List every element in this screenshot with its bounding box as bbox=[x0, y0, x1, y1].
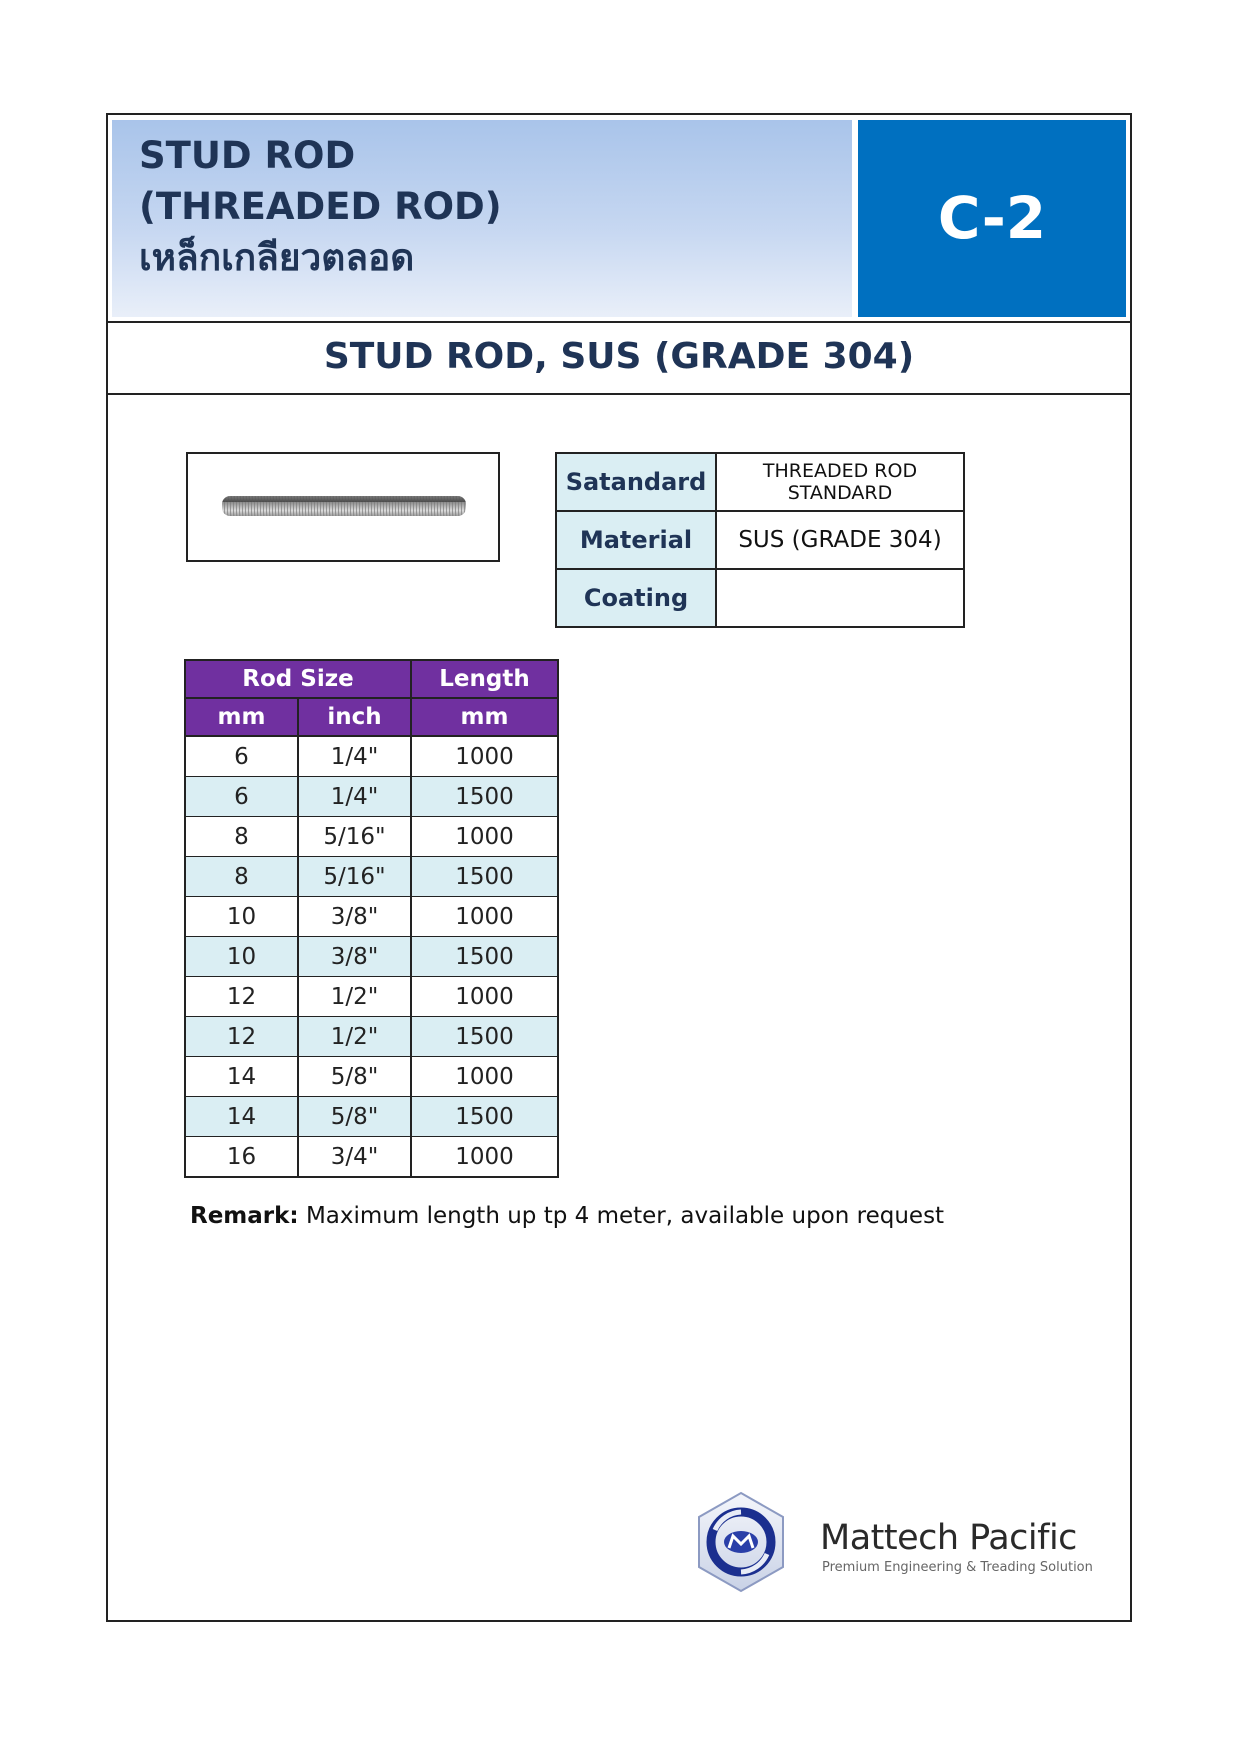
length-mm-column-header: mm bbox=[411, 698, 558, 736]
length-cell: 1500 bbox=[411, 857, 558, 897]
rod-inch-cell: 5/16" bbox=[298, 857, 411, 897]
length-cell: 1000 bbox=[411, 736, 558, 777]
length-cell: 1500 bbox=[411, 777, 558, 817]
rod-mm-cell: 8 bbox=[185, 857, 298, 897]
header-title-panel bbox=[112, 120, 852, 317]
brand-name: Mattech Pacific bbox=[820, 1518, 1077, 1558]
size-table-body bbox=[185, 736, 558, 1177]
table-row bbox=[185, 1097, 558, 1137]
threaded-rod-image bbox=[186, 452, 500, 562]
catalog-code-panel bbox=[858, 120, 1126, 317]
rod-mm-cell: 12 bbox=[185, 1017, 298, 1057]
length-cell: 1000 bbox=[411, 977, 558, 1017]
rod-mm-cell: 6 bbox=[185, 777, 298, 817]
table-row bbox=[185, 1137, 558, 1178]
length-cell: 1500 bbox=[411, 937, 558, 977]
length-cell: 1500 bbox=[411, 1017, 558, 1057]
product-title bbox=[139, 130, 502, 283]
table-row bbox=[185, 1017, 558, 1057]
length-cell: 1000 bbox=[411, 817, 558, 857]
catalog-code: C-2 bbox=[937, 184, 1047, 252]
rod-mm-cell: 12 bbox=[185, 977, 298, 1017]
rod-inch-cell: 3/8" bbox=[298, 937, 411, 977]
remark-text: Maximum length up tp 4 meter, available upon request bbox=[305, 1203, 945, 1229]
length-cell: 1000 bbox=[411, 897, 558, 937]
threaded-rod-icon bbox=[188, 454, 498, 560]
rod-inch-cell: 5/8" bbox=[298, 1057, 411, 1097]
rod-size-header: Rod Size bbox=[185, 660, 411, 698]
rod-inch-cell: 5/16" bbox=[298, 817, 411, 857]
rod-mm-cell: 6 bbox=[185, 736, 298, 777]
remark-label: Remark: bbox=[190, 1203, 299, 1229]
remark bbox=[190, 1203, 944, 1229]
rod-mm-cell: 10 bbox=[185, 937, 298, 977]
rod-inch-cell: 1/2" bbox=[298, 1017, 411, 1057]
title-line-1: STUD ROD bbox=[139, 134, 356, 177]
table-row bbox=[185, 977, 558, 1017]
length-cell: 1500 bbox=[411, 1097, 558, 1137]
inch-column-header: inch bbox=[298, 698, 411, 736]
product-subtitle: STUD ROD, SUS (GRADE 304) bbox=[108, 321, 1130, 395]
spec-row-standard bbox=[556, 453, 964, 511]
coating-label: Coating bbox=[556, 569, 716, 627]
spec-row-material bbox=[556, 511, 964, 569]
rod-inch-cell: 3/8" bbox=[298, 897, 411, 937]
size-table-group-header bbox=[185, 660, 558, 698]
length-cell: 1000 bbox=[411, 1137, 558, 1178]
rod-inch-cell: 5/8" bbox=[298, 1097, 411, 1137]
table-row bbox=[185, 1057, 558, 1097]
mm-column-header: mm bbox=[185, 698, 298, 736]
table-row bbox=[185, 817, 558, 857]
rod-mm-cell: 8 bbox=[185, 817, 298, 857]
rod-inch-cell: 1/4" bbox=[298, 736, 411, 777]
brand-tagline: Premium Engineering & Treading Solution bbox=[822, 1560, 1093, 1575]
table-row bbox=[185, 777, 558, 817]
spec-row-coating bbox=[556, 569, 964, 627]
table-row bbox=[185, 897, 558, 937]
material-value: SUS (GRADE 304) bbox=[716, 511, 964, 569]
rod-mm-cell: 10 bbox=[185, 897, 298, 937]
rod-mm-cell: 14 bbox=[185, 1057, 298, 1097]
rod-inch-cell: 3/4" bbox=[298, 1137, 411, 1178]
size-table-unit-header bbox=[185, 698, 558, 736]
material-label: Material bbox=[556, 511, 716, 569]
coating-value bbox=[716, 569, 964, 627]
title-line-3-thai: เหล็กเกลียวตลอด bbox=[139, 236, 415, 279]
length-header: Length bbox=[411, 660, 558, 698]
table-row bbox=[185, 857, 558, 897]
rod-inch-cell: 1/4" bbox=[298, 777, 411, 817]
rod-mm-cell: 16 bbox=[185, 1137, 298, 1178]
length-cell: 1000 bbox=[411, 1057, 558, 1097]
standard-value: THREADED ROD STANDARD bbox=[716, 453, 964, 511]
standard-label: Satandard bbox=[556, 453, 716, 511]
table-row bbox=[185, 937, 558, 977]
size-table bbox=[184, 659, 559, 1178]
rod-mm-cell: 14 bbox=[185, 1097, 298, 1137]
table-row bbox=[185, 736, 558, 777]
header bbox=[108, 115, 1130, 323]
spec-table bbox=[555, 452, 965, 628]
rod-inch-cell: 1/2" bbox=[298, 977, 411, 1017]
title-line-2: (THREADED ROD) bbox=[139, 185, 502, 228]
mattech-logo-icon bbox=[695, 1490, 787, 1594]
